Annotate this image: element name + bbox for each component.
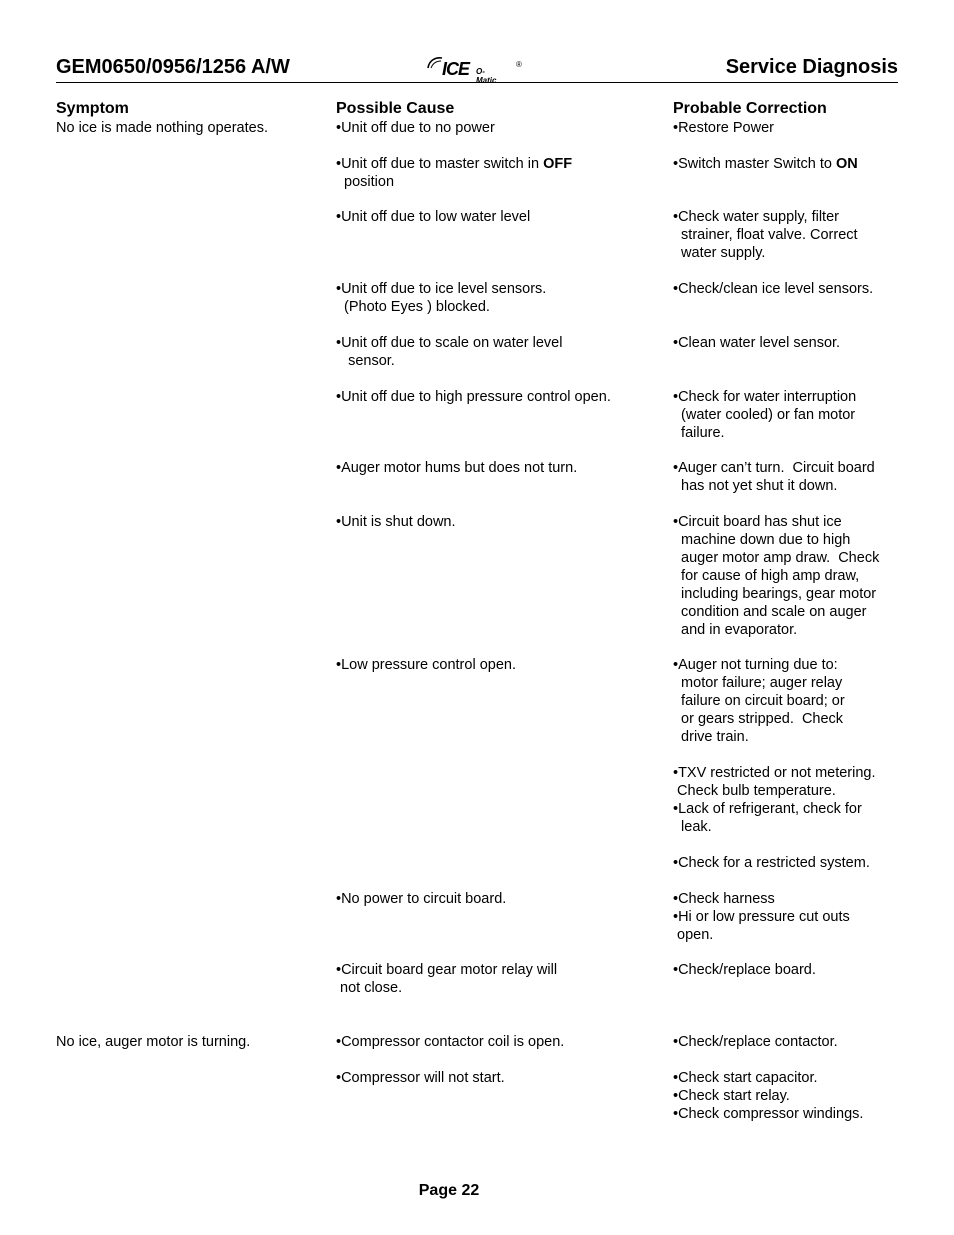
correction-text: •Circuit board has shut ice machine down due to high auger motor amp draw. Check for cause of high amp draw, including bearings, gear motor condition and scale on auger and in evaporator. (673, 514, 880, 638)
model-title: GEM0650/0956/1256 A/W (56, 56, 290, 78)
cause-text-part: •Unit off due to master switch in (336, 156, 544, 172)
correction-text: •Check/replace contactor. (673, 1034, 838, 1050)
logo-ice-text: ICE (442, 59, 470, 79)
correction-text: •Check water supply, filter strainer, float valve. Correct water supply. (673, 209, 858, 261)
cause-text: •Unit is shut down. (336, 514, 456, 530)
correction-text: •Check/replace board. (673, 962, 816, 978)
correction-text (673, 155, 858, 173)
cause-text: •Compressor will not start. (336, 1070, 505, 1086)
correction-text: •TXV restricted or not metering. Check bulb temperature. •Lack of refrigerant, check for leak. (673, 765, 876, 835)
symptom-text: No ice is made nothing operates. (56, 120, 268, 136)
cause-text: •Unit off due to scale on water level sensor. (336, 335, 563, 369)
cause-text: •Unit off due to low water level (336, 209, 531, 225)
correction-text: •Check/clean ice level sensors. (673, 281, 874, 297)
correction-text: •Auger not turning due to: motor failure; auger relay failure on circuit board; or or gears stripped. Check drive train. (673, 657, 845, 745)
section-title: Service Diagnosis (725, 56, 898, 78)
correction-text: •Check for a restricted system. (673, 855, 870, 871)
correction-text: •Restore Power (673, 120, 774, 136)
cause-text: •Unit off due to ice level sensors. (Photo Eyes ) blocked. (336, 281, 547, 315)
page-header (56, 56, 898, 83)
cause-text: •Compressor contactor coil is open. (336, 1034, 565, 1050)
column-header-correction: Probable Correction (673, 100, 827, 117)
correction-text: •Auger can’t turn. Circuit board has not yet shut it down. (673, 460, 875, 494)
symptom-text: No ice, auger motor is turning. (56, 1034, 251, 1050)
column-header-symptom: Symptom (56, 100, 129, 117)
on-keyword: ON (836, 156, 858, 172)
cause-text: •Auger motor hums but does not turn. (336, 460, 578, 476)
cause-text (336, 155, 572, 191)
logo-registered-mark: ® (516, 60, 522, 69)
correction-text: •Clean water level sensor. (673, 335, 841, 351)
column-header-cause: Possible Cause (336, 100, 455, 117)
page-number: Page 22 (418, 1182, 480, 1199)
correction-text: •Check start capacitor. •Check start relay. •Check compressor windings. (673, 1070, 864, 1122)
cause-text: •Unit off due to no power (336, 120, 495, 136)
cause-text: •Low pressure control open. (336, 657, 516, 673)
cause-text: •Circuit board gear motor relay will not close. (336, 962, 558, 996)
correction-text: •Check for water interruption (water cooled) or fan motor failure. (673, 389, 857, 441)
logo-omatic-text: O-Matic (476, 67, 497, 85)
correction-text-part: •Switch master Switch to (673, 156, 837, 172)
cause-text-part: position (336, 174, 395, 190)
off-keyword: OFF (543, 156, 573, 172)
correction-text: •Check harness •Hi or low pressure cut outs open. (673, 891, 850, 943)
cause-text: •No power to circuit board. (336, 891, 507, 907)
cause-text: •Unit off due to high pressure control open. (336, 389, 611, 405)
